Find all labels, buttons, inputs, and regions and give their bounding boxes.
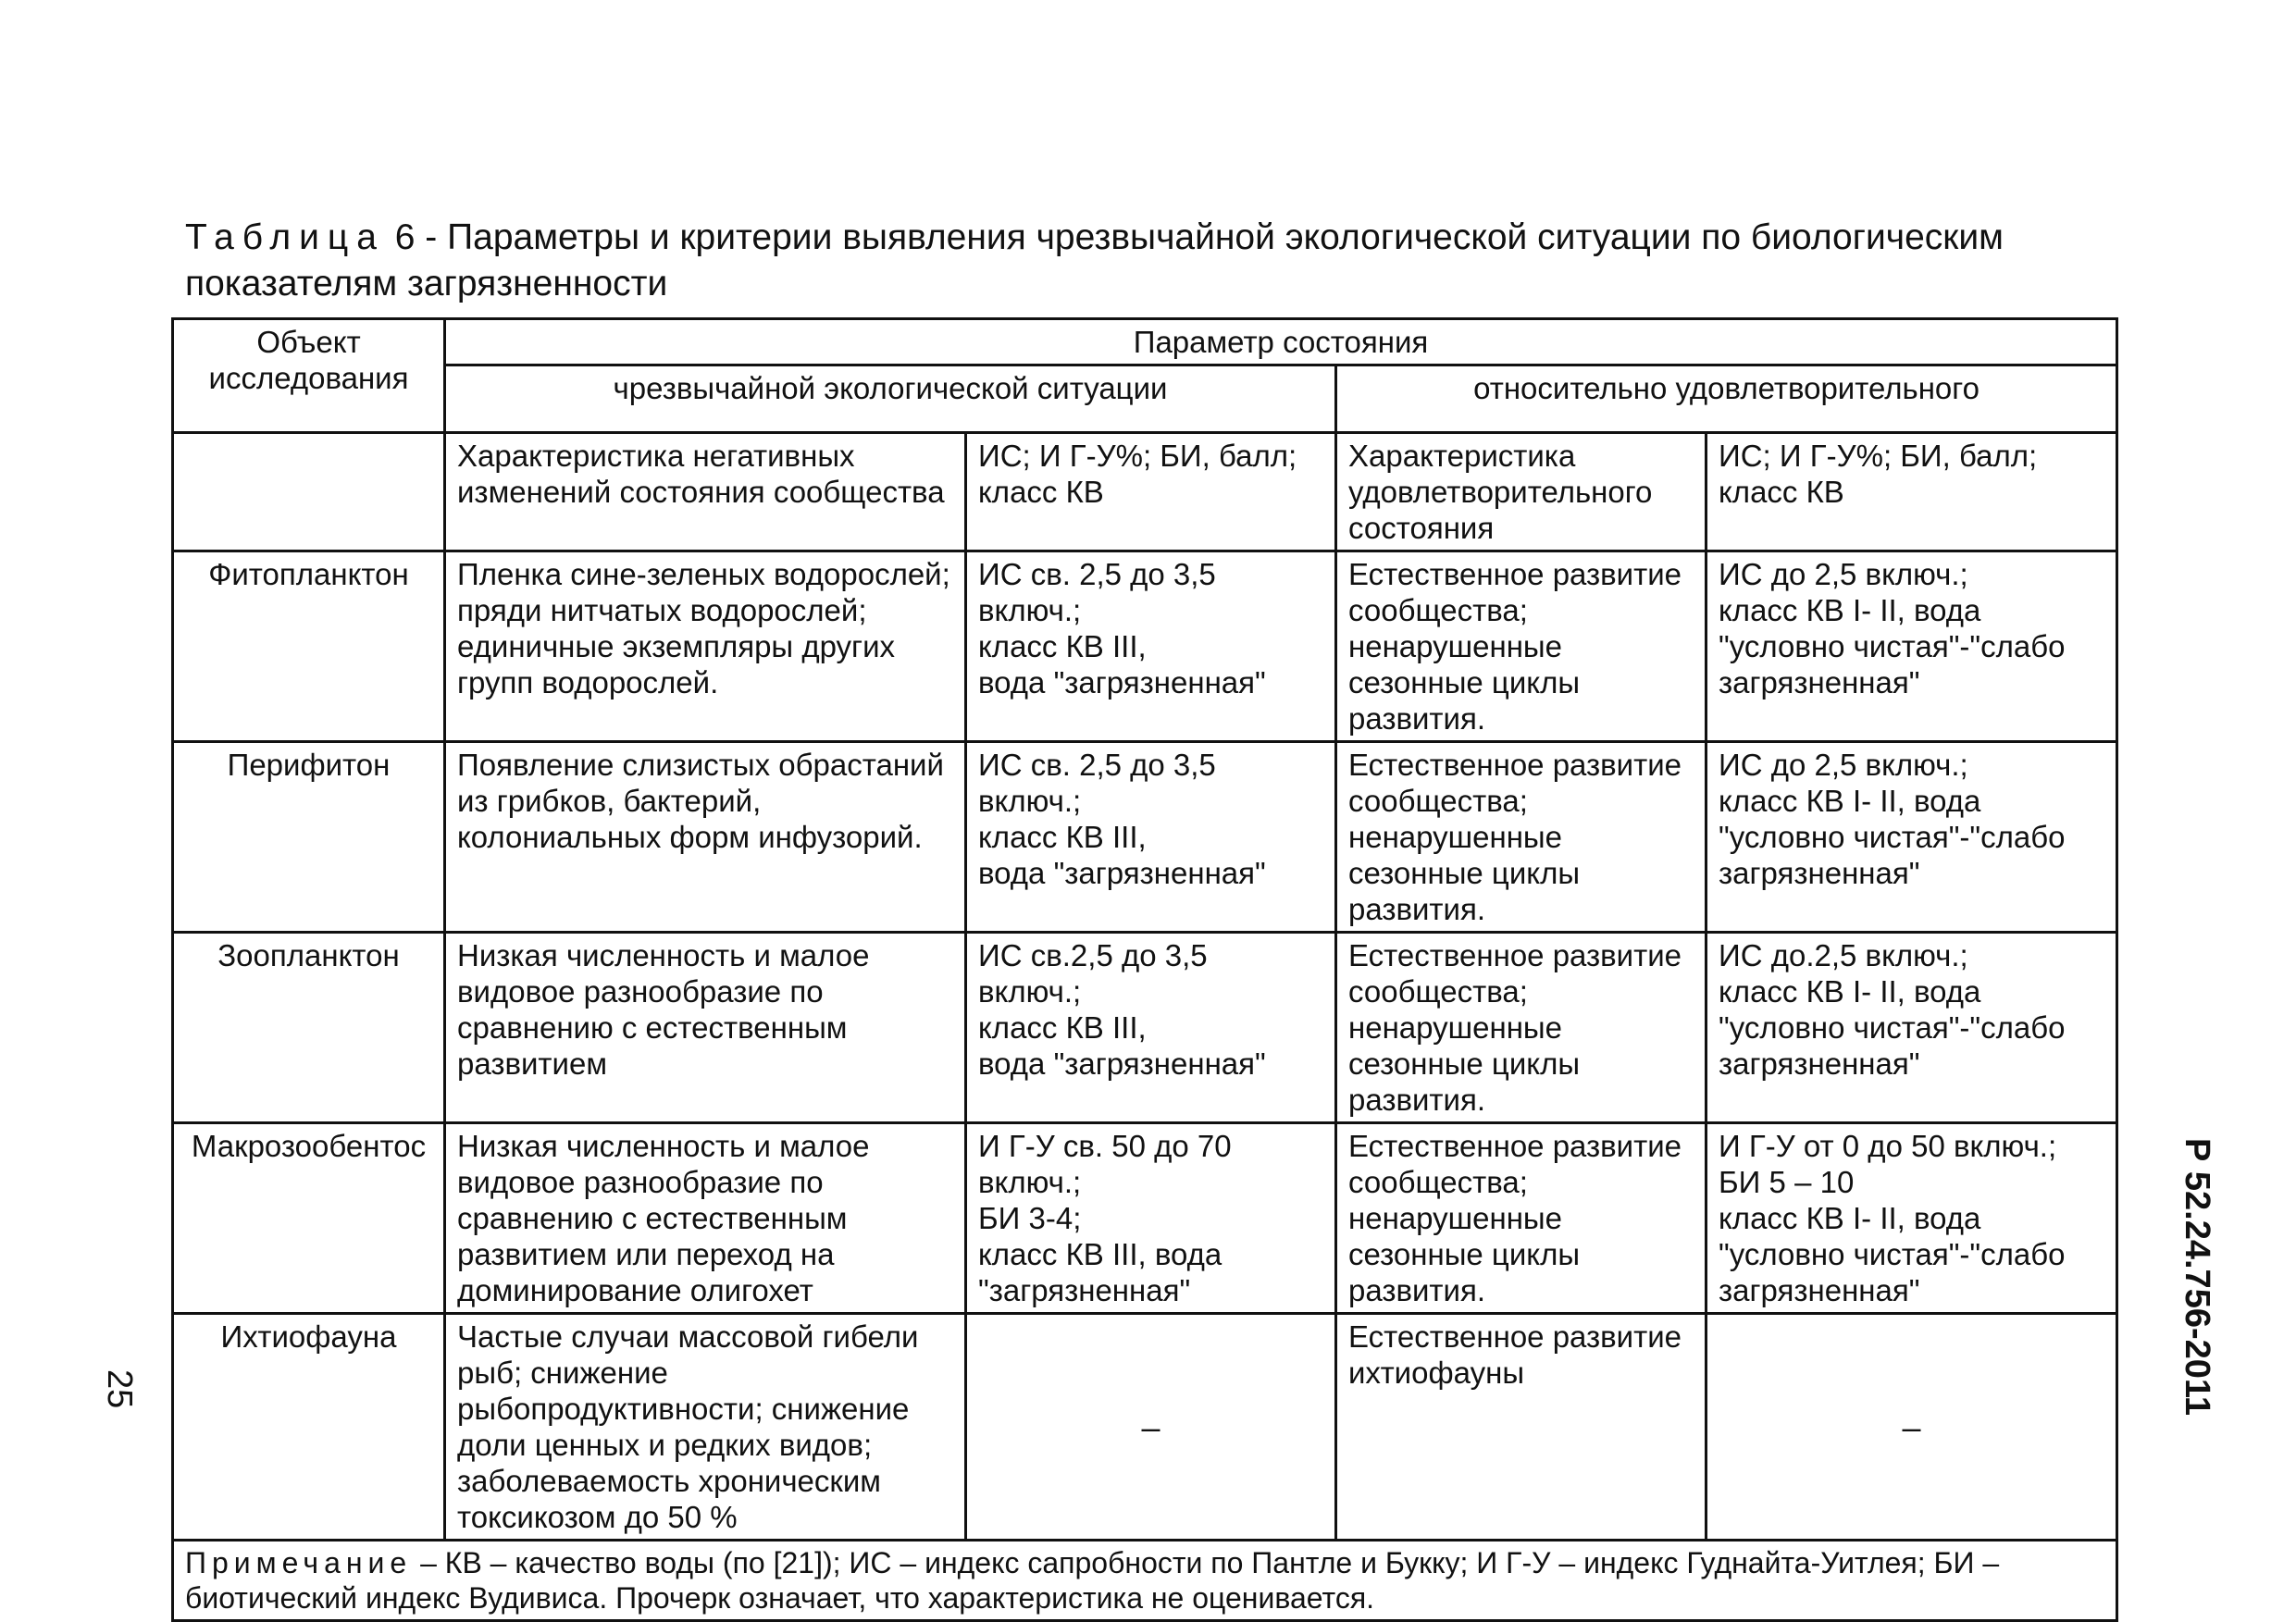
caption-word: Таблица bbox=[185, 217, 385, 257]
row-index-2: ИС до.2,5 включ.; класс КВ I- II, вода "условно чистая"-"слабо загрязненная" bbox=[1706, 933, 2117, 1123]
note-word: Примечание bbox=[185, 1546, 413, 1579]
table-row bbox=[173, 1314, 2117, 1541]
table-row bbox=[173, 742, 2117, 933]
table-row bbox=[173, 933, 2117, 1123]
row-index-1: – bbox=[966, 1314, 1336, 1541]
row-index-2: ИС до 2,5 включ.; класс КВ I- II, вода "условно чистая"-"слабо загрязненная" bbox=[1706, 742, 2117, 933]
header-object: Объект исследования bbox=[173, 319, 445, 433]
row-object: Фитопланктон bbox=[173, 551, 445, 742]
row-negative: Появление слизистых обрастаний из грибков, бактерий, колониальных форм инфузорий. bbox=[445, 742, 966, 933]
header-sat-char: Характеристика удовлетворительного состояния bbox=[1336, 433, 1706, 551]
row-satisfactory: Естественное развитие ихтиофауны bbox=[1336, 1314, 1706, 1541]
row-index-2: И Г-У от 0 до 50 включ.; БИ 5 – 10 класс КВ I- II, вода "условно чистая"-"слабо загрязненная" bbox=[1706, 1123, 2117, 1314]
row-index-1: ИС св. 2,5 до 3,5 включ.; класс КВ III, вода "загрязненная" bbox=[966, 551, 1336, 742]
document-id: Р 52.24.756-2011 bbox=[2178, 1138, 2216, 1417]
caption-text: 6 - Параметры и критерии выявления чрезвычайной экологической ситуации по биологическим показателям загрязненности bbox=[185, 217, 2004, 303]
header-neg-char: Характеристика негативных изменений состояния сообщества bbox=[445, 433, 966, 551]
row-satisfactory: Естественное развитие сообщества; ненарушенные сезонные циклы развития. bbox=[1336, 742, 1706, 933]
row-object: Макрозообентос bbox=[173, 1123, 445, 1314]
header-emergency: чрезвычайной экологической ситуации bbox=[445, 365, 1336, 433]
criteria-table bbox=[171, 317, 2118, 1622]
table-note bbox=[173, 1541, 2117, 1621]
row-satisfactory: Естественное развитие сообщества; ненарушенные сезонные циклы развития. bbox=[1336, 1123, 1706, 1314]
row-index-1: ИС св. 2,5 до 3,5 включ.; класс КВ III, вода "загрязненная" bbox=[966, 742, 1336, 933]
header-index-1: ИС; И Г-У%; БИ, балл; класс КВ bbox=[966, 433, 1336, 551]
note-text: – КВ – качество воды (по [21]); ИС – индекс сапробности по Пантле и Букку; И Г-У – индекс Гуднайта-Уитлея; БИ – биотический индекс Вудивиса. Прочерк означает, что характеристика не оценивается. bbox=[185, 1546, 2000, 1615]
row-negative: Низкая численность и малое видовое разнообразие по сравнению с естественным развитием или переход на доминирование олигохет bbox=[445, 1123, 966, 1314]
table-row bbox=[173, 1123, 2117, 1314]
header-empty bbox=[173, 433, 445, 551]
header-row-3 bbox=[173, 433, 2117, 551]
page-number: 25 bbox=[100, 1369, 139, 1409]
row-satisfactory: Естественное развитие сообщества; ненарушенные сезонные циклы развития. bbox=[1336, 551, 1706, 742]
header-row-1 bbox=[173, 319, 2117, 365]
row-negative: Низкая численность и малое видовое разнообразие по сравнению с естественным развитием bbox=[445, 933, 966, 1123]
row-index-2: ИС до 2,5 включ.; класс КВ I- II, вода "условно чистая"-"слабо загрязненная" bbox=[1706, 551, 2117, 742]
row-negative: Частые случаи массовой гибели рыб; снижение рыбопродуктивности; снижение доли ценных и редких видов; заболеваемость хроническим токсикозом до 50 % bbox=[445, 1314, 966, 1541]
header-row-2 bbox=[173, 365, 2117, 433]
row-object: Зоопланктон bbox=[173, 933, 445, 1123]
table-caption bbox=[185, 215, 2110, 307]
note-row bbox=[173, 1541, 2117, 1621]
header-satisfactory: относительно удовлетворительного bbox=[1336, 365, 2117, 433]
table-row bbox=[173, 551, 2117, 742]
row-index-1: ИС св.2,5 до 3,5 включ.; класс КВ III, вода "загрязненная" bbox=[966, 933, 1336, 1123]
row-satisfactory: Естественное развитие сообщества; ненарушенные сезонные циклы развития. bbox=[1336, 933, 1706, 1123]
row-index-2: – bbox=[1706, 1314, 2117, 1541]
header-param: Параметр состояния bbox=[445, 319, 2117, 365]
row-negative: Пленка сине-зеленых водорослей; пряди нитчатых водорослей; единичные экземпляры других групп водорослей. bbox=[445, 551, 966, 742]
row-object: Перифитон bbox=[173, 742, 445, 933]
row-index-1: И Г-У св. 50 до 70 включ.; БИ 3-4; класс КВ III, вода "загрязненная" bbox=[966, 1123, 1336, 1314]
header-index-2: ИС; И Г-У%; БИ, балл; класс КВ bbox=[1706, 433, 2117, 551]
row-object: Ихтиофауна bbox=[173, 1314, 445, 1541]
